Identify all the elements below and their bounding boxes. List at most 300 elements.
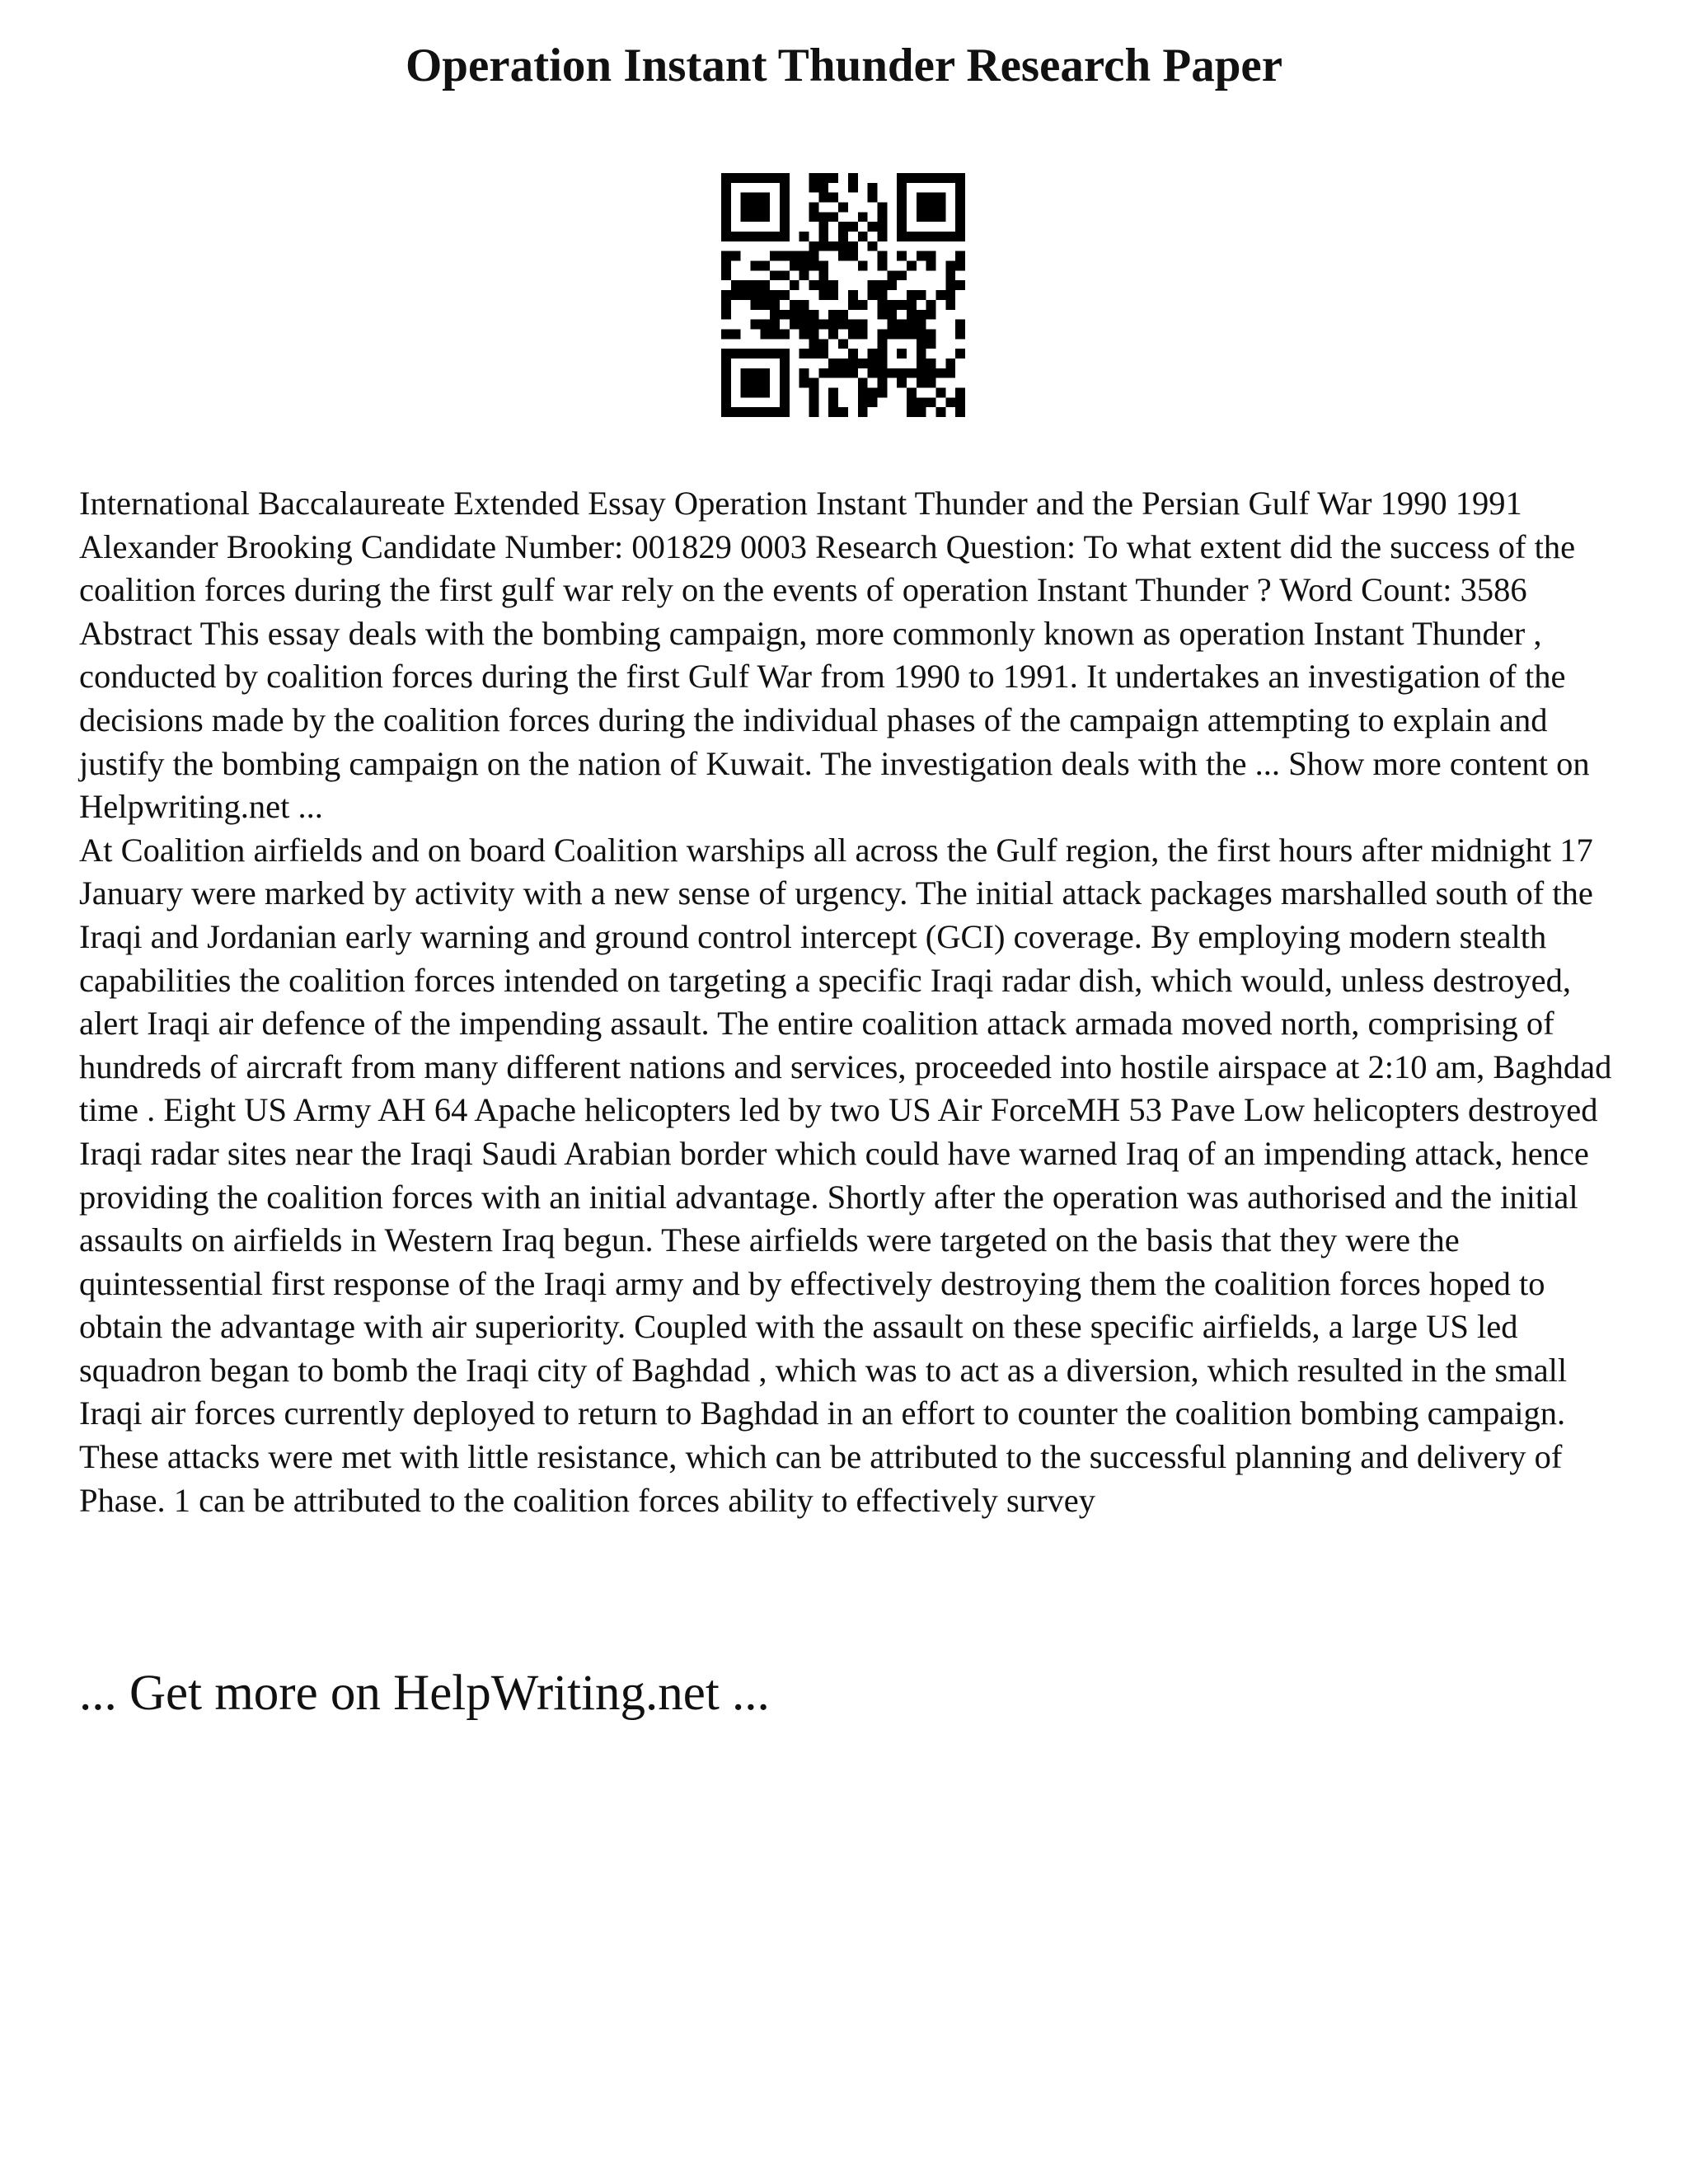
qr-module [868,280,878,290]
qr-module [955,193,965,203]
document-body [79,482,1620,1522]
qr-module [828,397,838,407]
qr-module [741,232,751,241]
qr-module [868,349,878,359]
qr-module [897,329,907,339]
qr-module [770,300,780,310]
qr-module [751,212,761,222]
qr-module [809,280,819,290]
qr-module [897,203,907,213]
qr-module [945,280,955,290]
qr-module [809,212,819,222]
qr-module [907,310,917,320]
qr-module [721,407,731,417]
qr-module [731,329,741,339]
qr-module [799,378,809,388]
qr-module [897,232,907,241]
qr-module [917,251,926,261]
qr-module [799,270,809,280]
qr-module [751,203,761,213]
qr-module [790,251,799,261]
qr-module [955,203,965,213]
qr-module [917,310,926,320]
qr-module [770,251,780,261]
qr-module [926,378,936,388]
qr-module [926,193,936,203]
qr-module [917,329,926,339]
qr-module [945,290,955,300]
qr-module [818,183,828,193]
qr-module [780,251,790,261]
qr-module [780,183,790,193]
qr-module [760,300,770,310]
qr-module [838,251,848,261]
qr-module [770,329,780,339]
qr-module [877,251,887,261]
qr-module [858,407,868,417]
qr-module [935,290,945,300]
qr-module [897,222,907,232]
qr-module [721,193,731,203]
qr-module [945,368,955,378]
qr-module [780,232,790,241]
qr-module [828,173,838,183]
qr-module [838,359,848,368]
qr-module [799,300,809,310]
qr-module [770,232,780,241]
qr-module [848,290,858,300]
qr-module [955,222,965,232]
qr-module [809,203,819,213]
qr-module [741,193,751,203]
qr-module [887,329,897,339]
qr-module [760,232,770,241]
qr-module [780,173,790,183]
qr-module [858,397,868,407]
qr-module [799,261,809,271]
qr-module [858,387,868,397]
qr-module [770,320,780,330]
qr-module [780,387,790,397]
qr-module [858,320,868,330]
qr-module [721,368,731,378]
qr-module [897,173,907,183]
qr-module [868,222,878,232]
qr-module [780,349,790,359]
qr-module [945,300,955,310]
qr-module [741,290,751,300]
qr-module [760,173,770,183]
qr-module [838,241,848,251]
qr-module [907,387,917,397]
qr-module [780,359,790,368]
qr-module [838,407,848,417]
qr-module [926,329,936,339]
qr-module [848,300,858,310]
qr-module [848,251,858,261]
qr-module [838,368,848,378]
qr-module [897,300,907,310]
qr-module [917,359,926,368]
qr-module [799,251,809,261]
qr-module [858,359,868,368]
qr-module [780,397,790,407]
qr-module [868,368,878,378]
qr-module [917,173,926,183]
qr-module [926,173,936,183]
qr-module [926,261,936,271]
qr-module [751,290,761,300]
qr-module [751,387,761,397]
qr-module [935,193,945,203]
qr-module [838,222,848,232]
qr-module [818,212,828,222]
qr-module [790,300,799,310]
qr-module [917,320,926,330]
qr-module [760,320,770,330]
qr-module [760,368,770,378]
qr-module [799,349,809,359]
qr-module [731,349,741,359]
qr-module [955,183,965,193]
qr-module [731,173,741,183]
qr-module [828,368,838,378]
qr-module [760,349,770,359]
qr-module [760,212,770,222]
qr-module [799,329,809,339]
qr-module [721,378,731,388]
qr-module [877,339,887,349]
qr-module [751,407,761,417]
qr-module [955,397,965,407]
qr-module [809,407,819,417]
qr-module [818,193,828,203]
qr-module [731,407,741,417]
qr-module [721,222,731,232]
qr-module [848,241,858,251]
qr-module [877,232,887,241]
qr-module [741,407,751,417]
qr-module [828,212,838,222]
qr-module [741,349,751,359]
qr-module [828,193,838,203]
qr-module [848,173,858,183]
qr-module [721,183,731,193]
qr-module [858,232,868,241]
qr-module [848,359,858,368]
qr-module [926,359,936,368]
qr-module [877,378,887,388]
qr-module [751,232,761,241]
qr-module [945,232,955,241]
qr-module [721,270,731,280]
qr-module [838,339,848,349]
qr-module [809,241,819,251]
qr-module [887,270,897,280]
qr-module [877,300,887,310]
qr-module [760,280,770,290]
qr-module [721,329,731,339]
qr-module [751,300,761,310]
qr-module [770,173,780,183]
qr-module [818,270,828,280]
qr-module [721,387,731,397]
qr-module [926,368,936,378]
qr-module [877,261,887,271]
qr-module [935,407,945,417]
qr-module [721,232,731,241]
page-title: Operation Instant Thunder Research Paper [405,40,1283,91]
qr-module [760,261,770,271]
qr-module [780,212,790,222]
qr-module [828,407,838,417]
qr-module [751,378,761,388]
qr-module [721,261,731,271]
qr-module [721,359,731,368]
qr-module [818,349,828,359]
qr-module [828,329,838,339]
qr-module [907,397,917,407]
qr-module [935,368,945,378]
qr-module [897,368,907,378]
qr-module [809,397,819,407]
qr-module [760,407,770,417]
qr-module [917,232,926,241]
qr-module [877,359,887,368]
qr-module [897,193,907,203]
qr-module [907,261,917,271]
qr-module [877,222,887,232]
qr-module [809,261,819,271]
qr-module [818,320,828,330]
qr-module [887,320,897,330]
body-paragraph: At Coalition airfields and on board Coalition warships all across the Gulf region, the first hours after midnight 17 January were marked by activity with a new sense of urgency. The initial attack packages marshalled south of the Iraqi and Jordanian early warning and ground control intercept (GCI) coverage. By employing modern stealth capabilities the coalition forces intended on targeting a specific Iraqi radar dish, which would, unless destroyed, alert Iraqi air defence of the impending assault. The entire coalition attack armada moved north, comprising of hundreds of aircraft from many different nations and services, proceeded into hostile airspace at 2:10 am, Baghdad time . Eight US Army AH 64 Apache helicopters led by two US Air ForceMH 53 Pave Low helicopters destroyed Iraqi radar sites near the Iraqi Saudi Arabian border which could have warned Iraq of an impending attack, hence providing the coalition forces with an initial advantage. Shortly after the operation was authorised and the initial assaults on airfields in Western Iraq begun. These airfields were targeted on the basis that they were the quintessential first response of the Iraqi army and by effectively destroying them the coalition forces hoped to obtain the advantage with air superiority. Coupled with the assault on these specific airfields, a large US led squadron began to bomb the Iraqi city of Baghdad , which was to act as a diversion, which resulted in the small Iraqi air forces currently deployed to return to Baghdad in an effort to counter the coalition bombing campaign. These attacks were met with little resistance, which can be attributed to the successful planning and delivery of Phase. 1 can be attributed to the coalition forces ability to effectively survey [79,831,1612,1519]
qr-module [741,212,751,222]
qr-module [955,212,965,222]
qr-module [955,261,965,271]
qr-module [790,320,799,330]
qr-module [828,280,838,290]
qr-module [955,349,965,359]
qr-module [818,261,828,271]
qr-module [760,203,770,213]
qr-module [926,212,936,222]
qr-module [780,290,790,300]
qr-module [897,320,907,330]
qr-module [917,290,926,300]
qr-module [818,368,828,378]
qr-module [868,397,878,407]
qr-module [917,349,926,359]
qr-module [751,349,761,359]
qr-module [917,193,926,203]
qr-module [858,300,868,310]
qr-module [721,251,731,261]
qr-module [828,310,838,320]
qr-module [887,310,897,320]
qr-module [858,212,868,222]
qr-module [799,232,809,241]
qr-module [809,329,819,339]
qr-module [828,387,838,397]
qr-module [955,173,965,183]
get-more-link[interactable]: ... Get more on HelpWriting.net ... [79,1666,770,1721]
qr-module [955,251,965,261]
qr-module [955,387,965,397]
qr-module [770,349,780,359]
qr-module [721,349,731,359]
qr-module [868,359,878,368]
qr-module [926,203,936,213]
qr-module [907,368,917,378]
qr-module [818,232,828,241]
qr-module [770,270,780,280]
qr-module [780,310,790,320]
qr-module [926,310,936,320]
qr-module [818,222,828,232]
qr-module [877,349,887,359]
qr-module [917,339,926,349]
qr-module [780,193,790,203]
qr-module [828,290,838,300]
qr-module [721,212,731,222]
qr-module [935,212,945,222]
qr-module [838,232,848,241]
qr-module [828,241,838,251]
qr-module [955,280,965,290]
qr-module [799,368,809,378]
qr-module [858,261,868,271]
qr-module [907,173,917,183]
qr-module [721,310,731,320]
qr-module [790,280,799,290]
qr-module [917,397,926,407]
qr-module [809,320,819,330]
qr-code[interactable] [721,173,965,417]
qr-module [877,290,887,300]
qr-module [760,329,770,339]
qr-module [760,290,770,300]
qr-module [868,193,878,203]
qr-module [848,222,858,232]
qr-module [780,203,790,213]
qr-module [731,290,741,300]
qr-module [917,407,926,417]
qr-module [741,280,751,290]
qr-module [877,280,887,290]
qr-module [751,320,761,330]
qr-module [897,349,907,359]
qr-module [741,387,751,397]
qr-module [809,310,819,320]
qr-module [945,359,955,368]
qr-module [887,280,897,290]
qr-module [809,349,819,359]
qr-module [741,173,751,183]
qr-module [838,310,848,320]
qr-module [721,290,731,300]
qr-module [955,329,965,339]
qr-module [848,349,858,359]
qr-module [897,212,907,222]
qr-module [731,280,741,290]
qr-module [818,290,828,300]
qr-module [721,173,731,183]
qr-module [877,368,887,378]
qr-module [721,300,731,310]
qr-module [955,232,965,241]
qr-module [848,320,858,330]
qr-module [780,270,790,280]
qr-module [877,203,887,213]
qr-module [818,339,828,349]
qr-module [780,407,790,417]
qr-module [809,339,819,349]
qr-module [809,251,819,261]
qr-module [955,407,965,417]
qr-module [858,378,868,388]
qr-module [760,387,770,397]
qr-module [877,387,887,397]
qr-module [897,270,907,280]
qr-module [935,203,945,213]
qr-module [780,329,790,339]
qr-module [741,368,751,378]
qr-module [809,183,819,193]
qr-module [799,310,809,320]
qr-module [760,193,770,203]
qr-code-icon [721,173,965,417]
qr-module [897,183,907,193]
qr-module [887,300,897,310]
qr-module [751,368,761,378]
qr-module [897,251,907,261]
qr-module [907,300,917,310]
qr-module [731,232,741,241]
qr-module [868,183,878,193]
qr-module [926,232,936,241]
qr-module [721,203,731,213]
qr-module [751,261,761,271]
qr-module [838,320,848,330]
qr-module [907,329,917,339]
qr-module [887,368,897,378]
qr-module [926,397,936,407]
qr-module [770,290,780,300]
qr-module [770,310,780,320]
qr-module [828,359,838,368]
qr-module [877,329,887,339]
qr-module [955,320,965,330]
qr-module [858,329,868,339]
qr-module [917,368,926,378]
qr-module [868,290,878,300]
qr-module [935,387,945,397]
qr-module [917,203,926,213]
qr-module [945,173,955,183]
qr-module [877,212,887,222]
qr-module [935,173,945,183]
qr-module [741,203,751,213]
qr-module [868,387,878,397]
qr-module [907,320,917,330]
qr-module [945,270,955,280]
qr-module [780,378,790,388]
qr-module [917,212,926,222]
qr-module [926,339,936,349]
qr-module [945,397,955,407]
qr-module [751,280,761,290]
